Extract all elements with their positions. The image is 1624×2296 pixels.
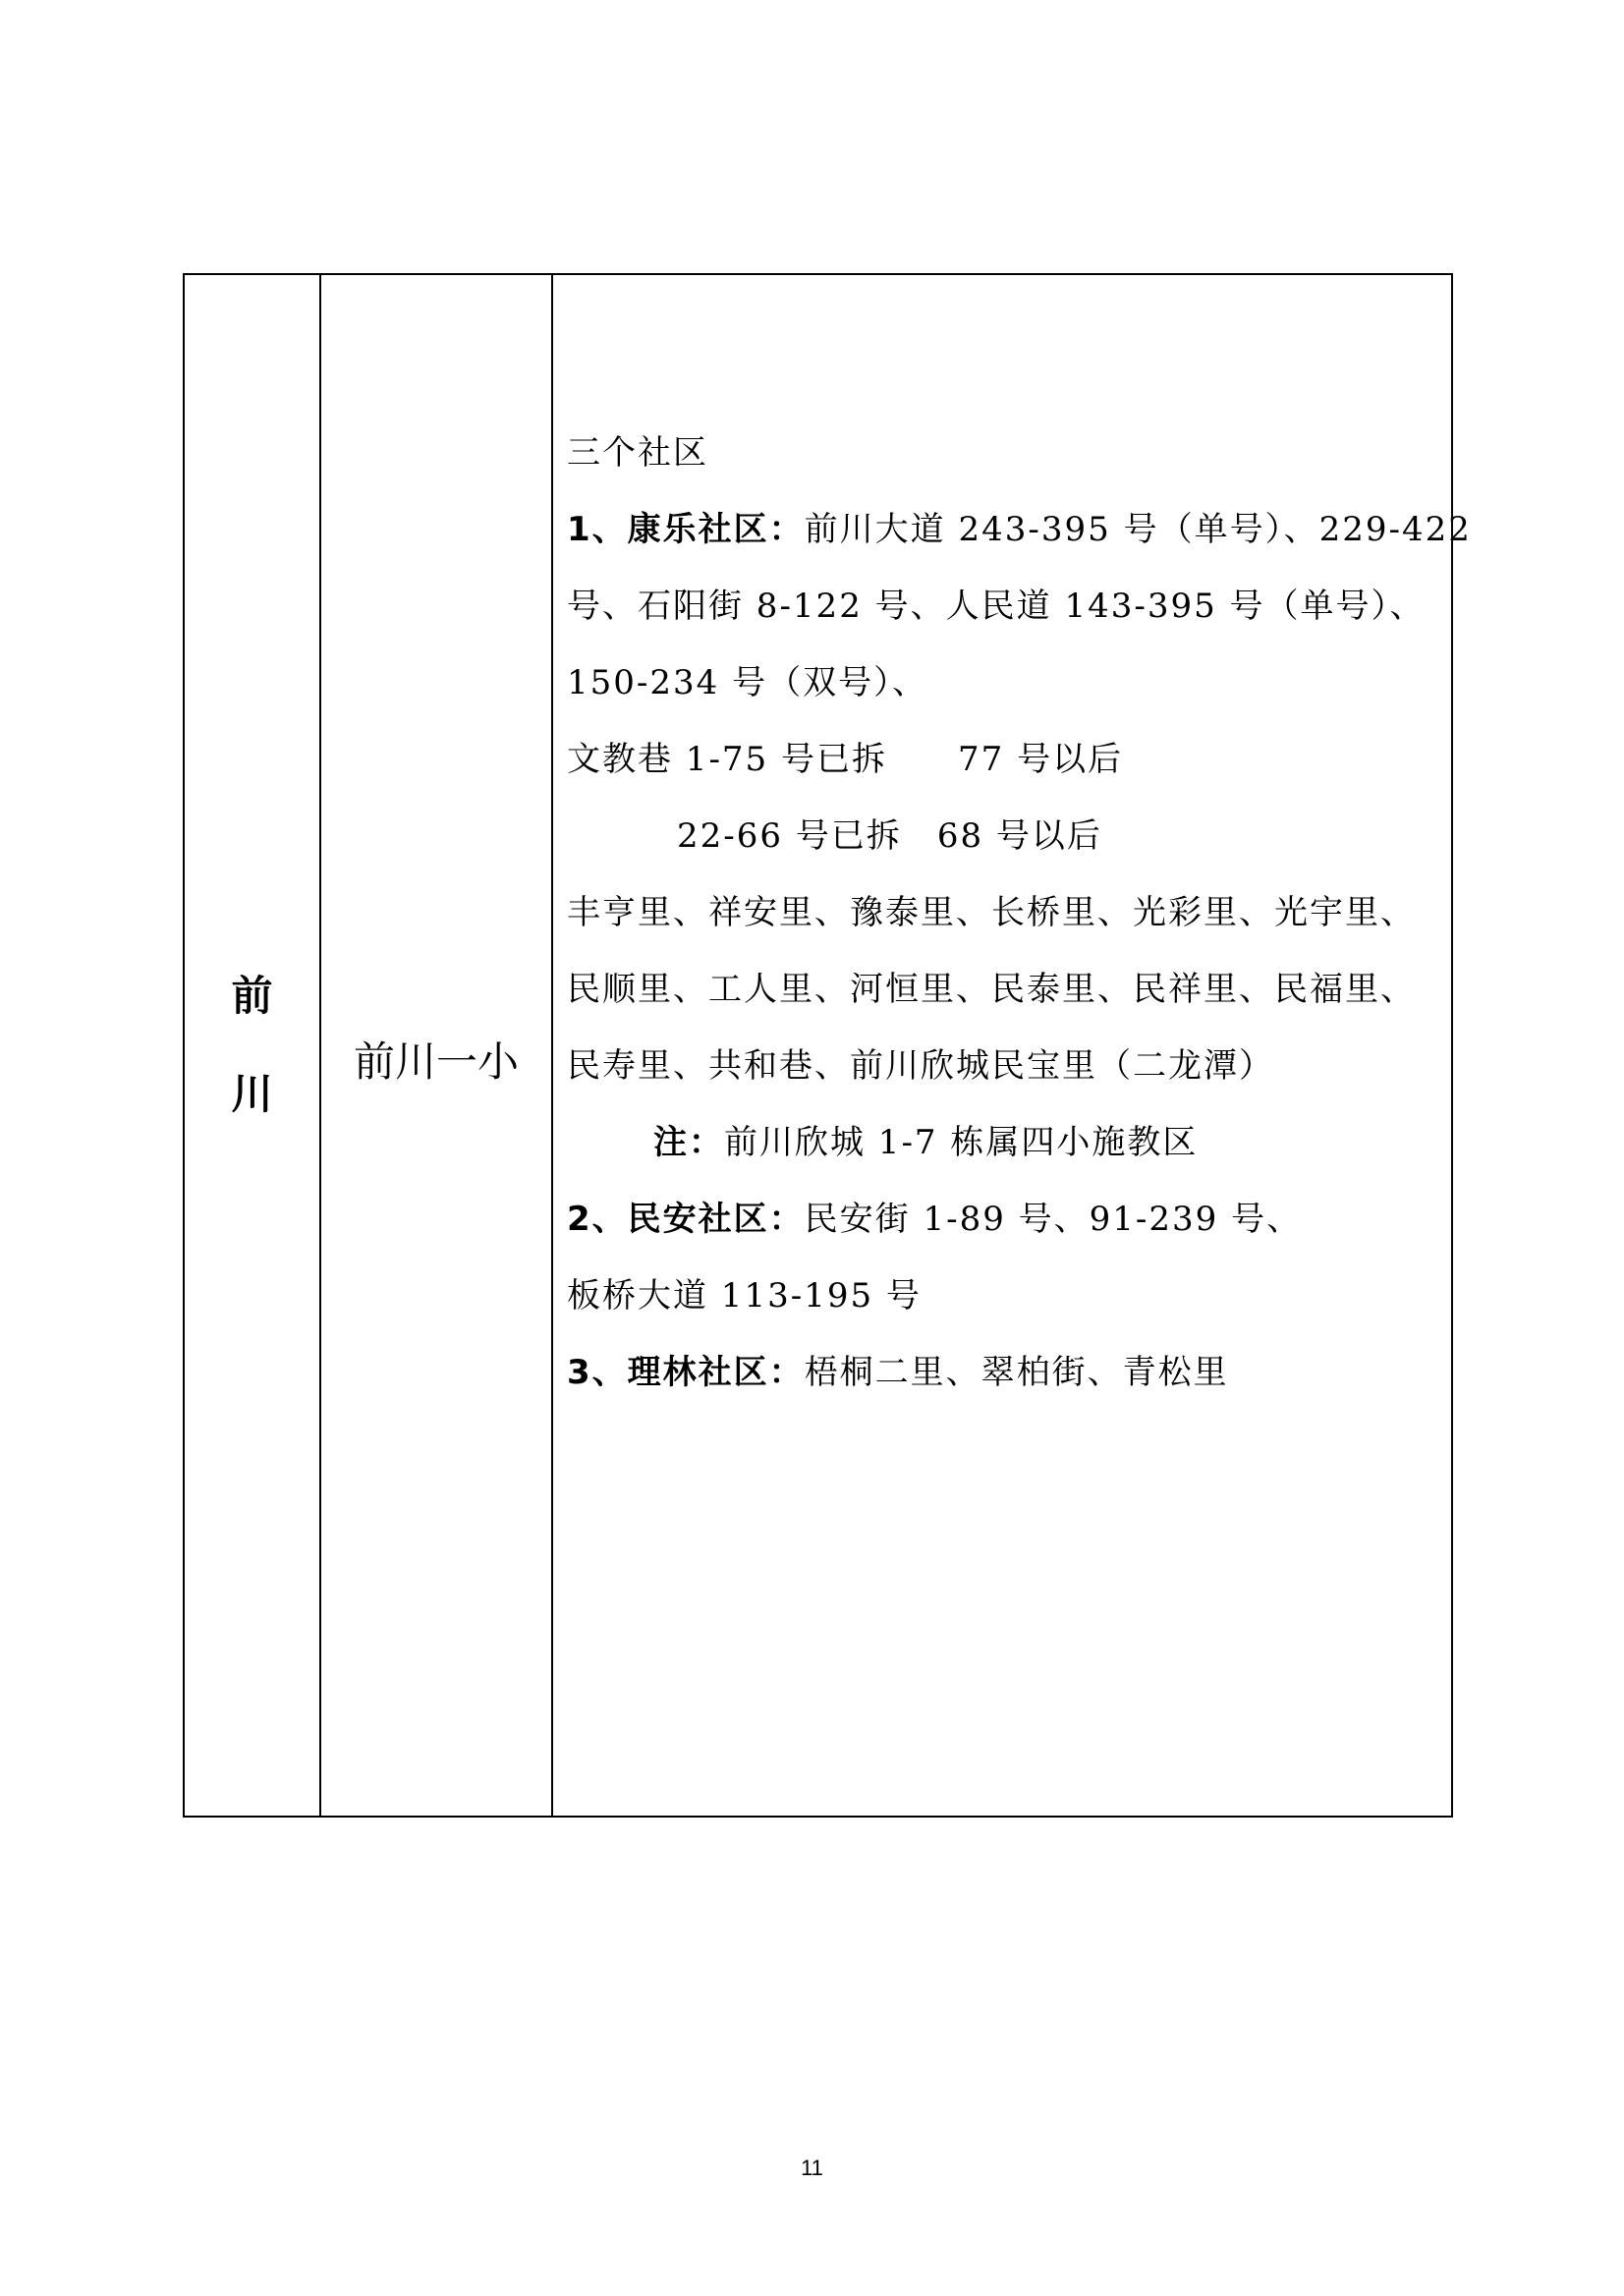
district-cell [184,274,320,1817]
community-1-line-7: 民顺里、工人里、河恒里、民泰里、民祥里、民福里、 [567,970,1416,1009]
community-1-line-1: 1、康乐社区：前川大道 243-395 号（单号）、229-422 [567,510,1472,549]
intro-line: 三个社区 [567,433,708,473]
community-1-line-4: 文教巷 1-75 号已拆 77 号以后 [567,740,1124,779]
community-1-line-8: 民寿里、共和巷、前川欣城民宝里（二龙潭） [567,1046,1274,1086]
table-row [184,274,1452,1817]
community-1-line-2: 号、石阳街 8-122 号、人民道 143-395 号（单号）、 [567,587,1426,626]
community-2-line-2: 板桥大道 113-195 号 [567,1276,922,1316]
community-3-heading: 3、理林社区： [567,1353,805,1392]
community-1-heading: 1、康乐社区： [567,510,805,549]
school-district-table [183,273,1472,1818]
community-3-line-1: 3、理林社区：梧桐二里、翠柏街、青松里 [567,1353,1229,1392]
note-label: 注： [653,1123,724,1162]
page-number: 11 [801,2156,823,2180]
community-1-line-3: 150-234 号（双号）、 [567,663,928,702]
community-1-line-5: 22-66 号已拆 68 号以后 [677,816,1102,856]
community-1-note: 注：前川欣城 1-7 栋属四小施教区 [653,1123,1199,1162]
district-char-2: 川 [231,1070,273,1118]
community-2-line-1: 2、民安社区：民安街 1-89 号、91-239 号、 [567,1200,1303,1239]
community-1-line-6: 丰亨里、祥安里、豫泰里、长桥里、光彩里、光宇里、 [567,893,1416,932]
school-cell [320,274,552,1817]
community-2-heading: 2、民安社区： [567,1200,805,1239]
district-char-1: 前 [231,972,273,1020]
school-name: 前川一小 [353,1037,519,1086]
catchment-area-cell [552,274,1472,1817]
